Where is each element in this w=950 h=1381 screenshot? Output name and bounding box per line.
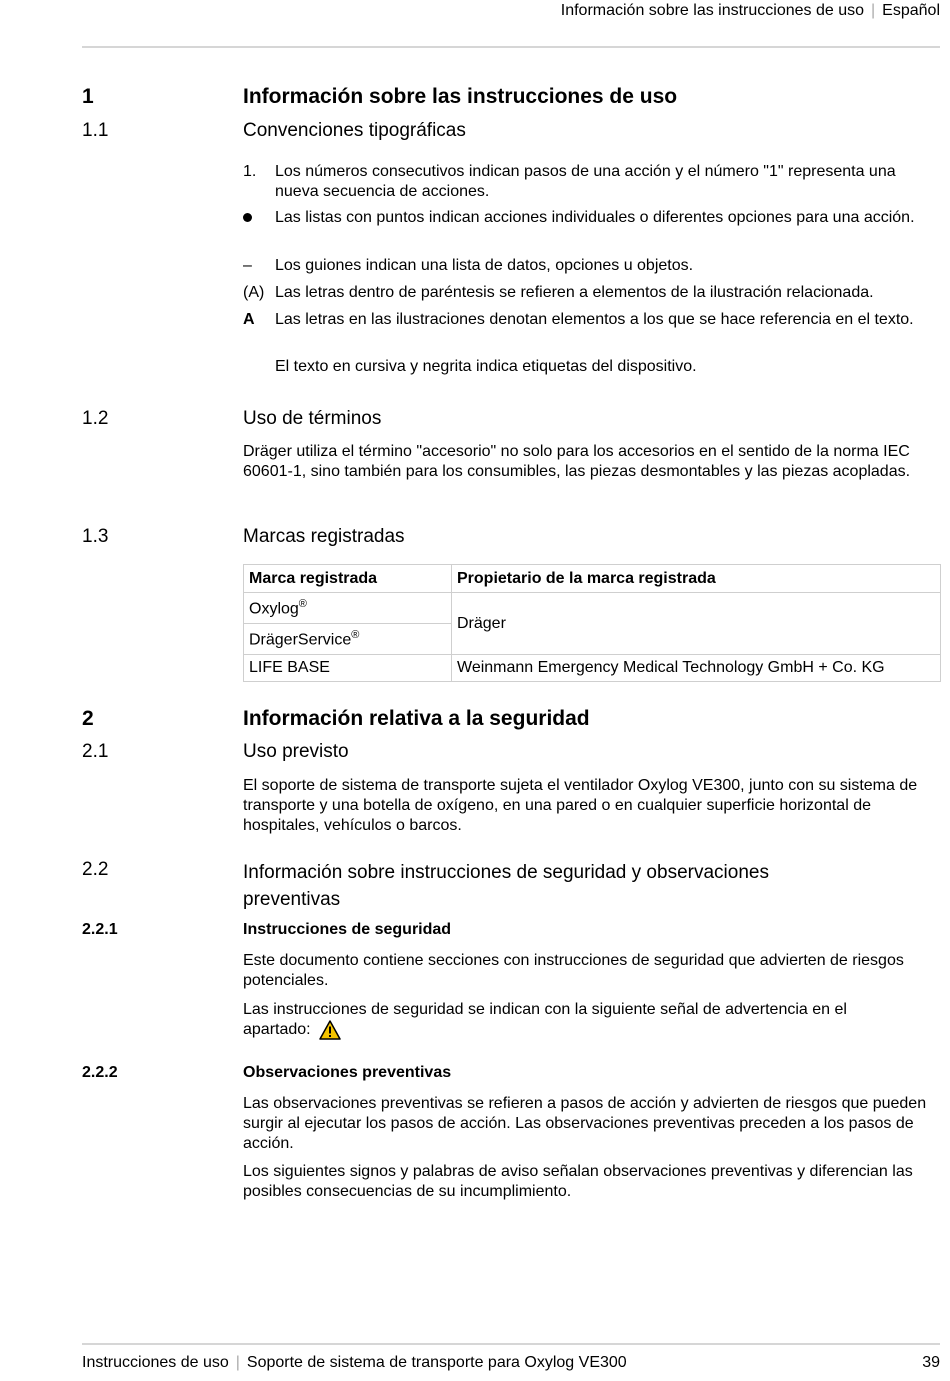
paragraph: Este documento contiene secciones con instrucciones de seguridad que advierten de riesgos potenciales.: [243, 952, 904, 989]
table-row: [244, 593, 941, 624]
subsection-title: Instrucciones de seguridad: [243, 921, 452, 938]
header-divider: [82, 46, 940, 48]
list-marker: (A): [243, 284, 265, 301]
trademark-name: Oxylog: [249, 600, 299, 618]
table-row: [244, 655, 941, 682]
table-cell: [244, 593, 452, 624]
subsection-title: Información sobre instrucciones de seguridad y observaciones preventivas: [243, 862, 769, 910]
list-item: [243, 357, 930, 377]
list-item-text: Las letras en las ilustraciones denotan elementos a los que se hace referencia en el texto.: [275, 311, 914, 328]
paragraph: Los siguientes signos y palabras de aviso señalan observaciones preventivas y diferencian las posibles consecuencias de su incumplimiento.: [243, 1163, 913, 1200]
subsection-number: 2.1: [82, 741, 109, 762]
subsection-number: 1.2: [82, 408, 109, 429]
footer-divider: [82, 1343, 940, 1345]
subsection-title: Observaciones preventivas: [243, 1064, 452, 1081]
subsection-title: Uso de términos: [243, 408, 382, 429]
section-title: Información relativa a la seguridad: [243, 707, 590, 730]
table-header-cell: Marca registrada: [244, 565, 452, 593]
list-marker: 1.: [243, 163, 257, 180]
table-header-cell: Propietario de la marca registrada: [452, 565, 941, 593]
section-number: 2: [82, 707, 94, 730]
table-header-row: [244, 565, 941, 593]
header-text: [561, 2, 940, 20]
subsection-title: Uso previsto: [243, 741, 349, 762]
registered-mark: ®: [298, 597, 307, 610]
paragraph: [243, 1000, 910, 1040]
subsection-title: Marcas registradas: [243, 526, 405, 547]
footer-separator: |: [235, 1354, 240, 1371]
table-cell: Dräger: [452, 593, 941, 655]
subsection-number: 2.2: [82, 859, 109, 880]
list-item: [243, 208, 930, 228]
paragraph: Las observaciones preventivas se refieren a pasos de acción y advierten de riesgos que pueden surgir al ejecutar los pasos de acción. Las observaciones preventivas preceden a los pasos de acción.: [243, 1095, 927, 1152]
header-separator: |: [871, 2, 876, 19]
footer-doc-title: Soporte de sistema de transporte para Oxylog VE300: [246, 1354, 627, 1371]
subsection-number: 2.2.1: [82, 921, 118, 938]
list-item: [243, 310, 930, 330]
paragraph: El soporte de sistema de transporte sujeta el ventilador Oxylog VE300, junto con su sistema de transporte y una botella de oxígeno, en una pared o en cualquier superficie horizontal de hospitales, vehículos o barcos.: [243, 777, 918, 834]
list-item-text: El texto en cursiva y negrita indica etiquetas del dispositivo.: [275, 358, 697, 375]
list-item-text: Las listas con puntos indican acciones individuales o diferentes opciones para una acción.: [275, 209, 915, 226]
subsection-number: 1.3: [82, 526, 109, 547]
footer-doc-type: Instrucciones de uso: [82, 1354, 229, 1371]
section-title: Información sobre las instrucciones de uso: [243, 85, 678, 108]
list-marker: –: [243, 257, 252, 274]
subsection-number: 1.1: [82, 120, 109, 141]
list-item: [243, 256, 930, 276]
paragraph-text: Las instrucciones de seguridad se indican con la siguiente señal de advertencia en el apartado:: [243, 1001, 847, 1038]
section-number: 1: [82, 85, 94, 108]
trademark-name: DrägerService: [249, 631, 352, 649]
registered-mark: ®: [351, 628, 360, 641]
page-number: 39: [922, 1354, 940, 1371]
warning-triangle-icon: [319, 1020, 341, 1040]
list-item-text: Los números consecutivos indican pasos de una acción y el número "1" representa una nueva secuencia de acciones.: [275, 163, 896, 200]
list-item-text: Las letras dentro de paréntesis se refieren a elementos de la ilustración relacionada.: [275, 284, 874, 301]
table-cell: Weinmann Emergency Medical Technology GmbH + Co. KG: [452, 655, 941, 682]
subsection-number: 2.2.2: [82, 1064, 118, 1081]
page-footer: [82, 1354, 940, 1372]
list-item: [243, 162, 930, 202]
list-item-text: Los guiones indican una lista de datos, opciones u objetos.: [275, 257, 694, 274]
page-header: [0, 0, 940, 48]
bullet-icon: [243, 208, 273, 228]
list-item: [243, 283, 930, 303]
list-marker: A: [243, 311, 255, 328]
paragraph: Dräger utiliza el término "accesorio" no solo para los accesorios en el sentido de la norma IEC 60601-1, sino también para los consumibles, las piezas desmontables y las piezas acopladas.: [243, 443, 911, 480]
header-section: Información sobre las instrucciones de uso: [560, 2, 865, 19]
header-language: Español: [882, 2, 940, 19]
trademarks-table: [243, 564, 941, 682]
table-cell: LIFE BASE: [244, 655, 452, 682]
subsection-title: Convenciones tipográficas: [243, 120, 466, 141]
table-cell: [244, 624, 452, 655]
